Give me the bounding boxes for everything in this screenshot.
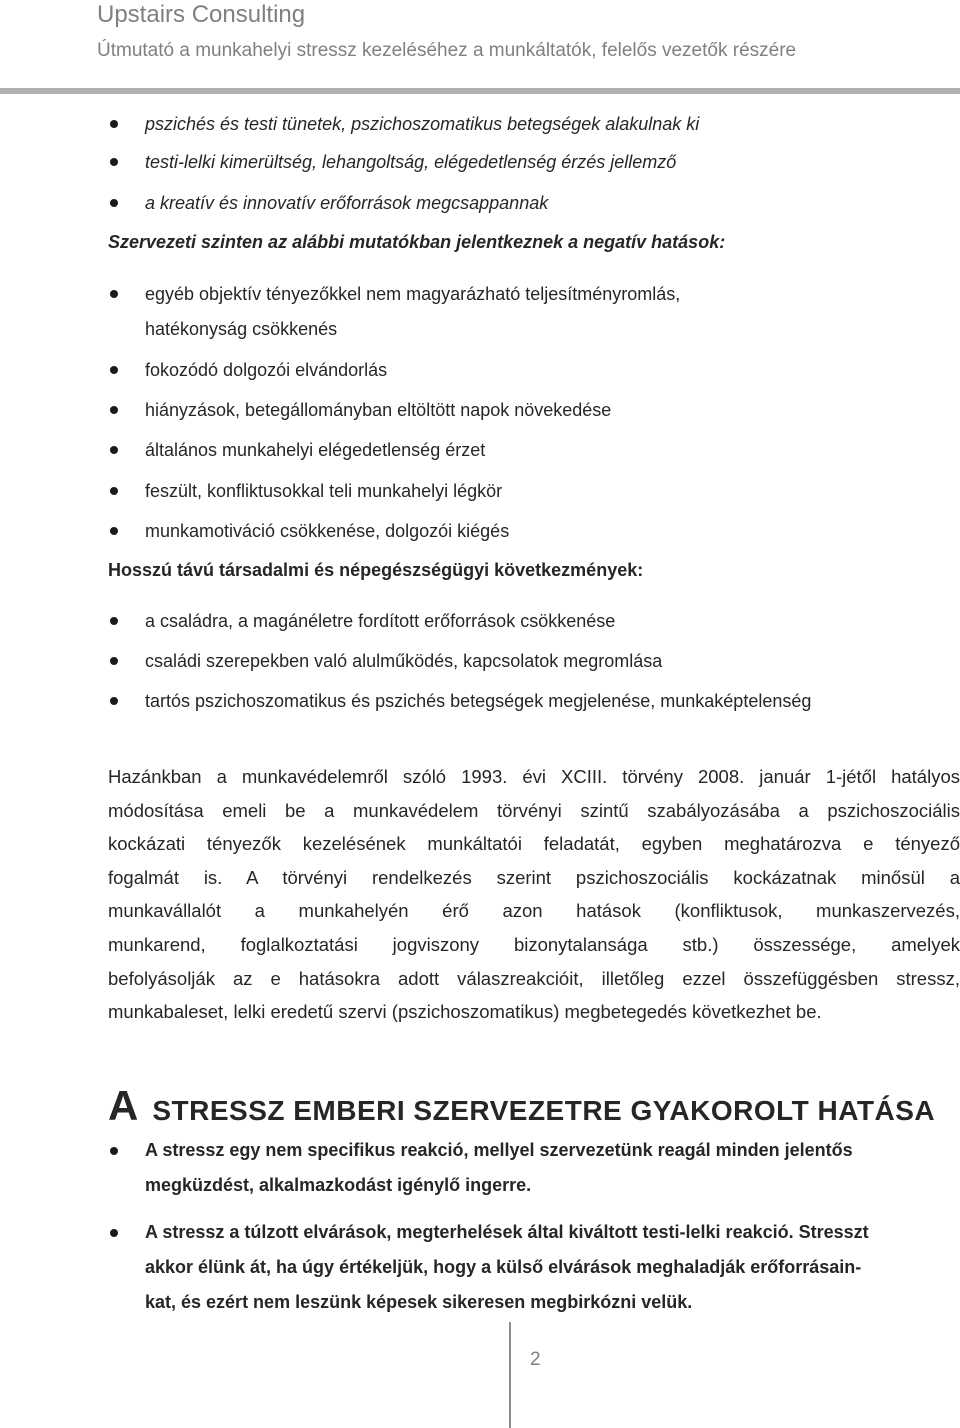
- list-item: hiányzások, betegállományban eltöltött napok növekedése: [145, 400, 612, 420]
- brand-name: Upstairs Consulting: [97, 1, 306, 28]
- list-item: [145, 1133, 957, 1203]
- list-item-continuation: hatékonyság csökkenés: [145, 319, 338, 339]
- bullet-dot: [110, 290, 118, 298]
- list-item: családi szerepekben való alulműködés, kapcsolatok megromlása: [145, 651, 663, 671]
- paragraph-line: Hazánkban a munkavédelemről szóló 1993. évi XCIII. törvény 2008. január 1-jétől hatályos: [108, 766, 960, 787]
- page-number: 2: [530, 1349, 541, 1370]
- bullet-dot: [110, 487, 118, 495]
- paragraph-line: befolyásolják az e hatásokra adott válaszreakcióit, illetőleg ezzel összefüggésben stressz,: [108, 967, 960, 989]
- bullet-dot: [110, 1229, 118, 1237]
- bullet-dot: [110, 527, 118, 535]
- bullet-dot: [110, 406, 118, 414]
- section-title: [108, 1082, 935, 1130]
- paragraph-line: munkarend, foglalkoztatási jogviszony bizonytalansága stb.) összessége, amelyek: [108, 933, 960, 955]
- list-item-line: megküzdést, alkalmazkodást igénylő ingerre.: [145, 1175, 532, 1195]
- paragraph-line: munkavállalót a munkahelyén érő azon hatások (konfliktusok, munkaszervezés,: [108, 900, 960, 922]
- paragraph-line: módosítása emeli be a munkavédelem törvényi szintű szabályozásába a pszichoszociális: [108, 799, 960, 821]
- section-title-text: STRESSZ EMBERI SZERVEZETRE GYAKOROLT HATÁSA: [152, 1095, 936, 1126]
- document-subtitle: Útmutató a munkahelyi stressz kezeléséhez a munkáltatók, felelős vezetők részére: [97, 40, 797, 61]
- paragraph-line: kockázati tényezők kezelésének munkáltatói feladatát, egyben meghatározva e tényező: [108, 833, 960, 855]
- bullet-dot: [110, 446, 118, 454]
- list-item: fokozódó dolgozói elvándorlás: [145, 360, 388, 380]
- law-paragraph: [108, 760, 960, 1029]
- bullet-dot: [110, 697, 118, 705]
- header-rule: [0, 88, 960, 94]
- list-item: általános munkahelyi elégedetlenség érzet: [145, 440, 486, 460]
- bullet-dot: [110, 120, 118, 128]
- list-item: munkamotiváció csökkenése, dolgozói kiégés: [145, 521, 510, 541]
- list-item: [145, 1215, 957, 1320]
- bullet-dot: [110, 366, 118, 374]
- list-item: a családra, a magánéletre fordított erőforrások csökkenése: [145, 611, 616, 631]
- list-item: pszichés és testi tünetek, pszichoszomatikus betegségek alakulnak ki: [145, 114, 700, 134]
- list-item: tartós pszichoszomatikus és pszichés betegségek megjelenése, munkaképtelenség: [145, 691, 812, 711]
- section-title-initial: A: [108, 1082, 139, 1129]
- list-item: egyéb objektív tényezőkkel nem magyarázható teljesítményromlás,: [145, 284, 681, 304]
- page-header: [97, 0, 957, 62]
- bullet-dot: [110, 617, 118, 625]
- list-item-line: akkor élünk át, ha úgy értékeljük, hogy a külső elvárások meghaladják erőforrásain-: [145, 1257, 862, 1277]
- list-item-line: kat, és ezért nem leszünk képesek sikeresen megbirkózni velük.: [145, 1292, 693, 1312]
- list-item: a kreatív és innovatív erőforrások megcsappannak: [145, 193, 549, 213]
- list-item-line: A stressz egy nem specifikus reakció, mellyel szervezetünk reagál minden jelentős: [145, 1140, 853, 1160]
- bullet-dot: [110, 1147, 118, 1155]
- section-heading-longterm: Hosszú távú társadalmi és népegészségügyi következmények:: [108, 560, 644, 580]
- paragraph-line: munkabaleset, lelki eredetű szervi (pszichoszomatikus) megbetegedés következhet be.: [108, 1001, 822, 1023]
- bullet-dot: [110, 657, 118, 665]
- bullet-dot: [110, 158, 118, 166]
- footer-divider: [509, 1322, 511, 1428]
- paragraph-line: fogalmát is. A törvényi rendelkezés szerint pszichoszociális kockázatnak minősül a: [108, 866, 960, 888]
- list-item: testi-lelki kimerültség, lehangoltság, elégedetlenség érzés jellemző: [145, 152, 677, 172]
- list-item-line: A stressz a túlzott elvárások, megterhelések által kiváltott testi-lelki reakció. Stresszt: [145, 1222, 869, 1242]
- bullet-dot: [110, 199, 118, 207]
- section-heading-org: Szervezeti szinten az alábbi mutatókban jelentkeznek a negatív hatások:: [108, 232, 726, 252]
- list-item: feszült, konfliktusokkal teli munkahelyi légkör: [145, 481, 503, 501]
